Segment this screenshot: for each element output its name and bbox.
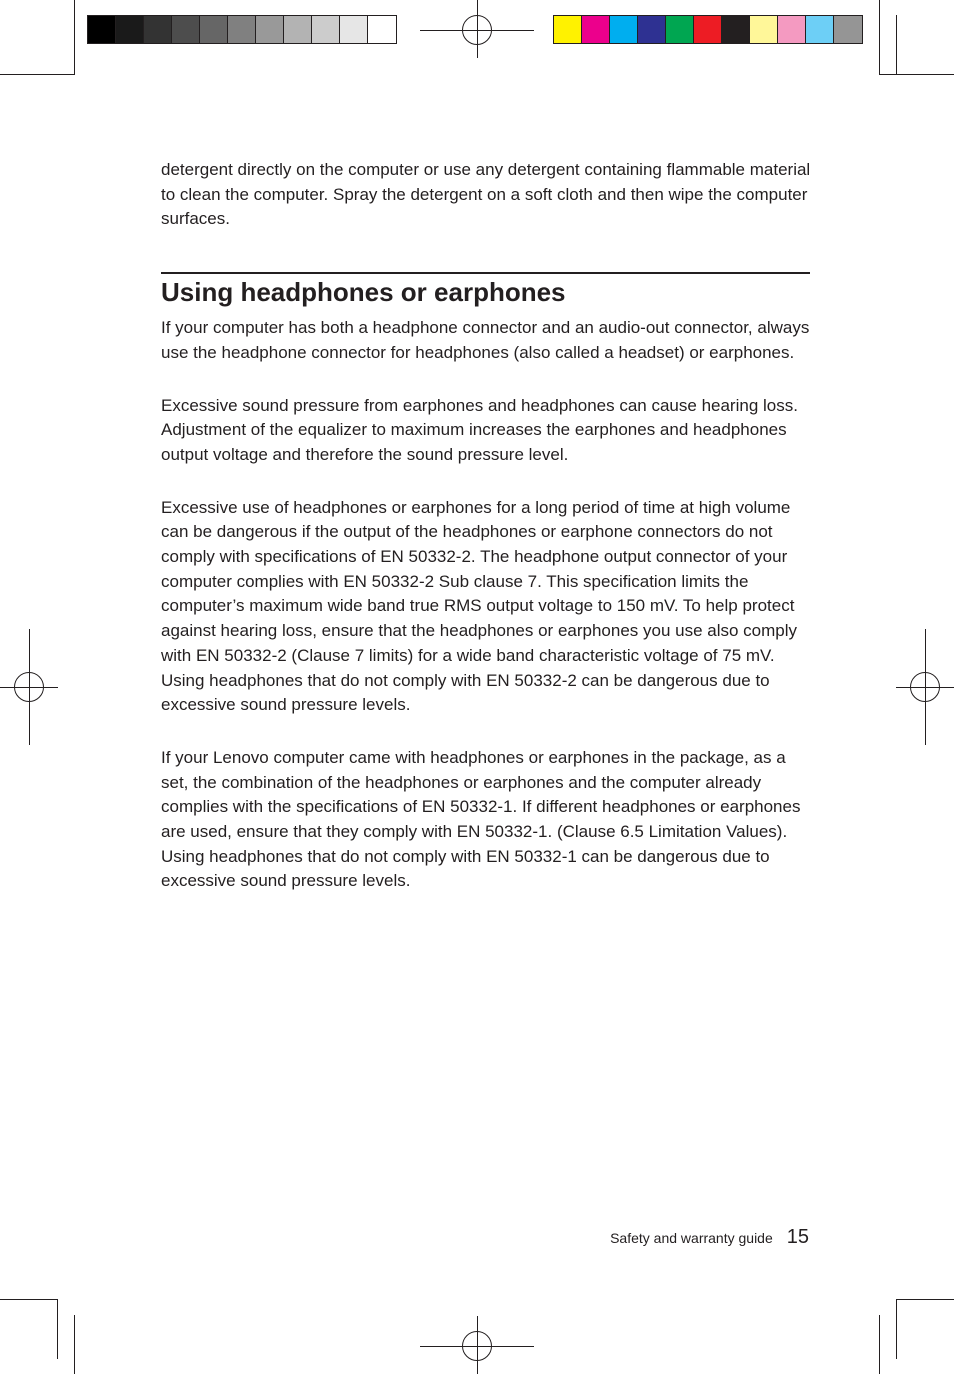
guide-title: Safety and warranty guide: [610, 1230, 773, 1246]
process-swatch-1: [554, 16, 582, 43]
paragraph-en50332-2: Excessive use of headphones or earphones for a long period of time at high volume can be dangerous if the output of the headphones or earphone connectors do not comply with specifications of EN 50332-2. The headphone output connector of your computer complies with EN 50332-2 Sub clause 7. This specification limits the computer’s maximum wide band true RMS output voltage to 150 mV. To help protect against hearing loss, ensure that the headphones or earphones you use also comply with EN 50332-2 (Clause 7 limits) for a wide band characteristic voltage of 75 mV. Using headphones that do not comply with EN 50332-2 can be dangerous due to excessive sound pressure levels.: [161, 497, 798, 715]
paragraph-sound-pressure: Excessive sound pressure from earphones and headphones can cause hearing loss. Adjustment of the equalizer to maximum increases the earphones and headphones output voltage and therefore the sound pressure level.: [161, 395, 798, 464]
grayscale-swatch-9: [312, 16, 340, 43]
crop-mark-bottom-left-inner-vertical: [57, 1299, 58, 1359]
page-content: [161, 158, 813, 894]
process-swatch-6: [694, 16, 722, 43]
registration-mark-top-vertical: [477, 0, 478, 58]
grayscale-swatch-10: [340, 16, 368, 43]
crop-mark-top-right-vertical: [879, 0, 880, 75]
process-swatch-8: [750, 16, 778, 43]
crop-mark-top-left-horizontal: [0, 74, 75, 75]
grayscale-swatch-4: [172, 16, 200, 43]
grayscale-swatch-6: [228, 16, 256, 43]
section-divider: [161, 272, 810, 274]
crop-mark-top-right-inner-vertical: [896, 15, 897, 75]
grayscale-swatch-5: [200, 16, 228, 43]
crop-mark-bottom-right-horizontal: [896, 1299, 954, 1300]
page-footer: [610, 1226, 809, 1249]
grayscale-swatch-2: [116, 16, 144, 43]
paragraph-connector-usage: If your computer has both a headphone connector and an audio-out connector, always use the headphone connector for headphones (also called a headset) or earphones.: [161, 318, 810, 362]
grayscale-swatch-7: [256, 16, 284, 43]
process-swatch-9: [778, 16, 806, 43]
process-swatch-2: [582, 16, 610, 43]
process-color-bar: [553, 15, 863, 44]
grayscale-swatch-1: [88, 16, 116, 43]
grayscale-color-bar: [87, 15, 397, 44]
process-swatch-4: [638, 16, 666, 43]
process-swatch-10: [806, 16, 834, 43]
process-swatch-3: [610, 16, 638, 43]
grayscale-swatch-11: [368, 16, 396, 43]
crop-mark-top-right-horizontal: [879, 74, 954, 75]
crop-mark-bottom-left-horizontal: [0, 1299, 58, 1300]
intro-paragraph: detergent directly on the computer or use any detergent containing flammable material to clean the computer. Spray the detergent on a soft cloth and then wipe the computer surfaces.: [161, 160, 811, 229]
section-title: Using headphones or earphones: [161, 277, 566, 308]
page-number: 15: [786, 1226, 809, 1248]
registration-mark-bottom-vertical: [477, 1316, 478, 1374]
process-swatch-7: [722, 16, 750, 43]
registration-mark-right-vertical: [925, 629, 926, 745]
registration-mark-left-vertical: [29, 629, 30, 745]
process-swatch-11: [834, 16, 862, 43]
crop-mark-bottom-right-vertical: [879, 1315, 880, 1374]
process-swatch-5: [666, 16, 694, 43]
grayscale-swatch-8: [284, 16, 312, 43]
crop-mark-bottom-left-vertical: [74, 1315, 75, 1374]
crop-mark-top-left-vertical: [74, 0, 75, 75]
grayscale-swatch-3: [144, 16, 172, 43]
paragraph-en50332-1: If your Lenovo computer came with headphones or earphones in the package, as a set, the combination of the headphones or earphones and the computer already complies with the specifications of EN 50332-1. If different headphones or earphones are used, ensure that they comply with EN 50332-1. (Clause 6.5 Limitation Values). Using headphones that do not comply with EN 50332-1 can be dangerous due to excessive sound pressure levels.: [161, 747, 801, 891]
crop-mark-bottom-right-inner-vertical: [896, 1299, 897, 1359]
